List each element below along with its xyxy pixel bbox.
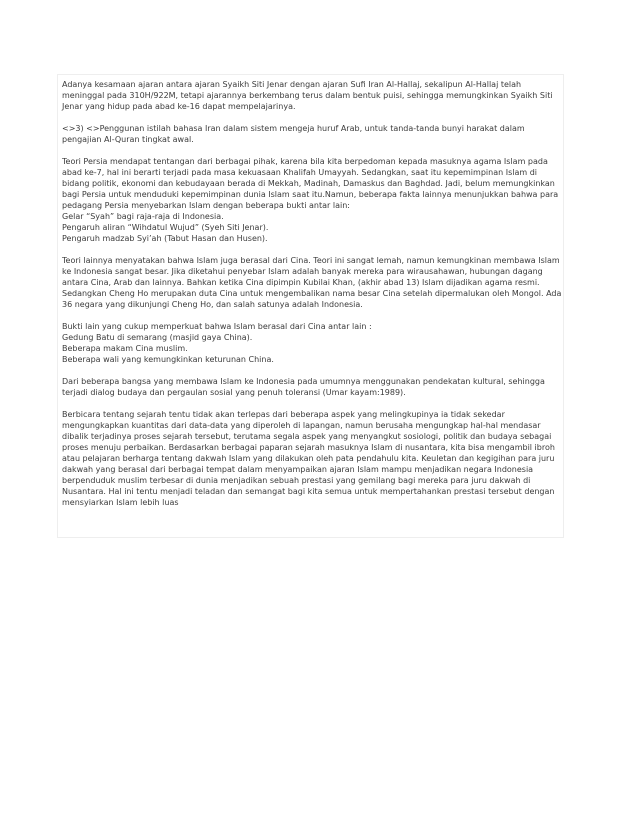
document-body <box>62 79 562 508</box>
paragraph-china-theory: Teori lainnya menyatakan bahwa Islam juga berasal dari Cina. Teori ini sangat lemah, namun kemungkinan membawa Islam ke Indonesia sangat besar. Jika diketahui penyebar Islam adalah banyak mereka para wirausahawan, hubungan dagang antara Cina, Arab dan lainnya. Bahkan ketika Cina dipimpin Kubilai Khan, (akhir abad 13) Islam dijadikan agama resmi. Sedangkan Cheng Ho merupakan duta Cina untuk mengembalikan nama besar Cina setelah dipermalukan oleh Mongol. Ada 36 negara yang dikunjungi Cheng Ho, dan salah satunya adalah Indonesia. <box>62 256 562 309</box>
paragraph-history-lesson: Berbicara tentang sejarah tentu tidak akan terlepas dari beberapa aspek yang melingkupinya ia tidak sekedar mengungkapkan kuantitas dari data-data yang diperoleh di lapangan, namun berusaha mengungkap hal-hal mendasar dibalik terjadinya proses sejarah tersebut, terutama segala aspek yang menyangkut sosiologi, politik dan budaya sebagai proses menuju perbaikan. Berdasarkan berbagai paparan sejarah masuknya Islam di nusantara, kita bisa mengambil ibroh atau pelajaran berharga tentang dakwah Islam yang dilakukan oleh pata pendahulu kita. Keuletan dan kegigihan para juru dakwah yang berasal dari berbagai tempat dalam menyampaikan ajaran Islam mampu menjadikan negara Indonesia berpenduduk muslim terbesar di dunia menjadikan sebuah prestasi yang gemilang bagi mereka para juru dakwah di Nusantara. Hal ini tentu menjadi teladan dan semangat bagi kita semua untuk mempertahankan prestasi tersebut dengan mensyiarkan Islam lebih luas <box>62 410 555 507</box>
paragraph-persia-theory: Teori Persia mendapat tentangan dari berbagai pihak, karena bila kita berpedoman kepada masuknya agama Islam pada abad ke-7, hal ini berarti terjadi pada masa kekuasaan Khalifah Umayyah. Sedangkan, saat itu kepemimpinan Islam di bidang politik, ekonomi dan kebudayaan berada di Mekkah, Madinah, Damaskus dan Baghdad. Jadi, belum memungkinkan bagi Persia untuk menduduki kepemimpinan dunia Islam saat itu.Namun, beberapa fakta lainnya menunjukkan bahwa para pedagang Persia menyebarkan Islam dengan beberapa bukti antar lain: Gelar “Syah” bagi raja-raja di Indonesia. Pengaruh aliran “Wihdatul Wujud” (Syeh Siti Jenar). Pengaruh madzab Syi’ah (Tabut Hasan dan Husen). <box>62 157 559 243</box>
paragraph-china-evidence: Bukti lain yang cukup memperkuat bahwa Islam berasal dari Cina antar lain : Gedung Batu di semarang (masjid gaya China). Beberapa makam Cina muslim. Beberapa wali yang kemungkinkan keturunan China. <box>62 322 372 364</box>
paragraph-al-hallaj: Adanya kesamaan ajaran antara ajaran Syaikh Siti Jenar dengan ajaran Sufi Iran Al-Hallaj, sekalipun Al-Hallaj telah meninggal pada 310H/922M, tetapi ajarannya berkembang terus dalam bentuk puisi, sehingga memungkinkan Syaikh Siti Jenar yang hidup pada abad ke-16 dapat mempelajarinya. <box>62 80 553 111</box>
paragraph-persian-script: <>3) <>Penggunan istilah bahasa Iran dalam sistem mengeja huruf Arab, untuk tanda-tanda bunyi harakat dalam pengajian Al-Quran tingkat awal. <box>62 124 525 144</box>
paragraph-cultural-approach: Dari beberapa bangsa yang membawa Islam ke Indonesia pada umumnya menggunakan pendekatan kultural, sehingga terjadi dialog budaya dan pergaulan sosial yang penuh toleransi (Umar kayam:1989). <box>62 377 545 397</box>
